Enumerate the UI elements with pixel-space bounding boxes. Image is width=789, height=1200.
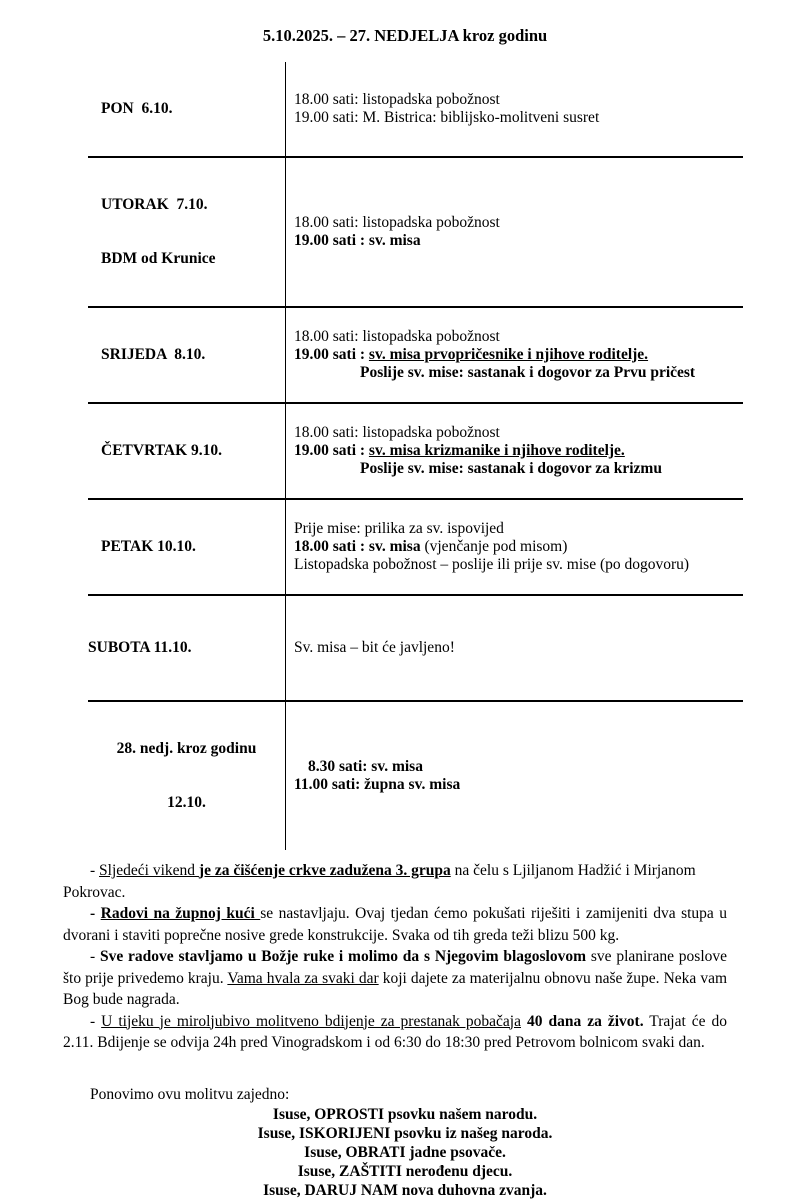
event-line: 18.00 sati: listopadska pobožnost xyxy=(294,328,500,345)
event-line: Listopadska pobožnost – poslije ili prije sv. mise (po dogovoru) xyxy=(294,556,690,573)
underlined-text: Vama hvala za svaki dar xyxy=(227,969,379,987)
events-cell xyxy=(286,403,744,499)
bold-text: 40 dana za život. xyxy=(521,1012,644,1030)
day-cell xyxy=(88,499,286,595)
underlined-text: U tijeku je miroljubivo molitveno bdijenje za prestanak pobačaja xyxy=(101,1012,521,1030)
dash: - xyxy=(90,905,101,922)
schedule-row-subota xyxy=(88,595,743,701)
announcements-section xyxy=(63,860,727,1054)
events-cell xyxy=(286,307,744,403)
event-line: 19.00 sati : sv. misa xyxy=(294,232,421,249)
dash: - xyxy=(90,862,100,879)
plain-text: na čelu s Ljiljanom Hadžić i Mirjanom Pokrovac. xyxy=(63,862,696,901)
schedule-row-srijeda xyxy=(88,307,743,403)
event-line: Prije mise: prilika za sv. ispovijed xyxy=(294,520,504,537)
event-line xyxy=(294,538,743,556)
event-time: 19.00 sati : xyxy=(294,346,369,363)
plain-text: koji dajete za materijalnu obnovu naše župe. Neka vam Bog bude nagrada. xyxy=(63,969,727,1008)
day-label: PON 6.10. xyxy=(101,100,173,117)
bold-text: Sve radove stavljamo u Božje ruke i molimo da s Njegovim blagoslovom xyxy=(99,948,587,965)
prayer-line: Isuse, OPROSTI psovku našem narodu. xyxy=(272,1105,538,1123)
event-line: 19.00 sati: M. Bistrica: biblijsko-molitveni susret xyxy=(294,109,600,126)
event-line: Sv. misa – bit će javljeno! xyxy=(294,639,455,656)
day-label: UTORAK 7.10. xyxy=(101,196,208,213)
events-cell xyxy=(286,62,744,157)
day-cell xyxy=(88,157,286,307)
event-line: 8.30 sati: sv. misa xyxy=(308,758,423,775)
prayer-line: Isuse, ISKORIJENI psovku iz našeg naroda. xyxy=(257,1124,553,1142)
event-line: 18.00 sati: listopadska pobožnost xyxy=(294,91,500,108)
events-cell xyxy=(286,595,744,701)
prayer-intro: Ponovimo ovu molitvu zajedno: xyxy=(90,1085,290,1103)
weekly-schedule-table xyxy=(88,62,743,850)
bold-underlined-text: Radovi na župnoj kući xyxy=(100,905,261,922)
schedule-row-pon xyxy=(88,62,743,157)
events-cell xyxy=(286,157,744,307)
prayer-section xyxy=(0,1084,789,1200)
day-label: SUBOTA 11.10. xyxy=(88,639,192,656)
event-line: Poslije sv. mise: sastanak i dogovor za Prvu pričest xyxy=(360,364,696,381)
day-cell xyxy=(88,701,286,850)
event-line xyxy=(294,442,743,460)
announcement-works xyxy=(63,903,727,946)
dash: - xyxy=(90,948,100,965)
prayer-line: Isuse, DARUJ NAM nova duhovna zvanja. xyxy=(263,1181,547,1199)
day-sublabel: BDM od Krunice xyxy=(101,250,216,267)
announcement-vigil xyxy=(63,1011,727,1054)
day-cell xyxy=(88,403,286,499)
schedule-row-nedjelja xyxy=(88,701,743,850)
day-cell xyxy=(88,595,286,701)
events-cell xyxy=(286,701,744,850)
schedule-row-cetvrtak xyxy=(88,403,743,499)
schedule-row-utorak xyxy=(88,157,743,307)
event-time: 18.00 sati : sv. misa xyxy=(294,538,421,555)
event-highlight: sv. misa krizmanike i njihove roditelje. xyxy=(368,442,625,459)
prayer-line: Isuse, OBRATI jadne psovače. xyxy=(304,1143,506,1161)
plain-text: Trajat će do 2.11. Bdijenje se odvija 24h pred Vinogradskom i od 6:30 do 18:30 pred Petrovom bolnicom svaki dan. xyxy=(63,1012,727,1051)
event-line: Poslije sv. mise: sastanak i dogovor za krizmu xyxy=(360,460,662,477)
event-time: 19.00 sati : xyxy=(294,442,369,459)
plain-text: se nastavljaju. Ovaj tjedan ćemo pokušati riješiti i zamijeniti dva stupa u dvorani i staviti poprečne nosive grede konstrukcije. Svaka od tih greda teži blizu 500 kg. xyxy=(63,905,728,944)
dash: - xyxy=(90,1012,102,1030)
day-sublabel: 12.10. xyxy=(167,794,206,811)
events-cell xyxy=(286,499,744,595)
week-title: 5.10.2025. – 27. NEDJELJA kroz godinu xyxy=(262,26,548,45)
event-highlight: sv. misa prvopričesnike i njihove roditelje. xyxy=(368,346,649,363)
event-line: 18.00 sati: listopadska pobožnost xyxy=(294,424,500,441)
announcement-blessing xyxy=(63,946,727,1011)
underlined-text: Sljedeći vikend xyxy=(99,862,199,879)
event-line: 18.00 sati: listopadska pobožnost xyxy=(294,214,500,231)
day-label: ČETVRTAK 9.10. xyxy=(101,442,223,459)
plain-text: sve planirane poslove što prije privedemo kraju. xyxy=(63,948,728,987)
schedule-row-petak xyxy=(88,499,743,595)
day-label: SRIJEDA 8.10. xyxy=(101,346,206,363)
prayer-lines xyxy=(60,1105,750,1200)
event-line: 11.00 sati: župna sv. misa xyxy=(294,776,461,793)
day-cell xyxy=(88,307,286,403)
day-cell xyxy=(88,62,286,157)
day-label: 28. nedj. kroz godinu xyxy=(116,740,257,757)
event-line xyxy=(294,346,743,364)
bold-underlined-text: je za čišćenje crkve zadužena 3. grupa xyxy=(198,862,451,879)
prayer-line: Isuse, ZAŠTITI nerođenu djecu. xyxy=(297,1162,513,1180)
announcement-cleaning xyxy=(63,860,727,903)
event-note: (vjenčanje pod misom) xyxy=(420,538,568,555)
day-label: PETAK 10.10. xyxy=(101,538,196,555)
